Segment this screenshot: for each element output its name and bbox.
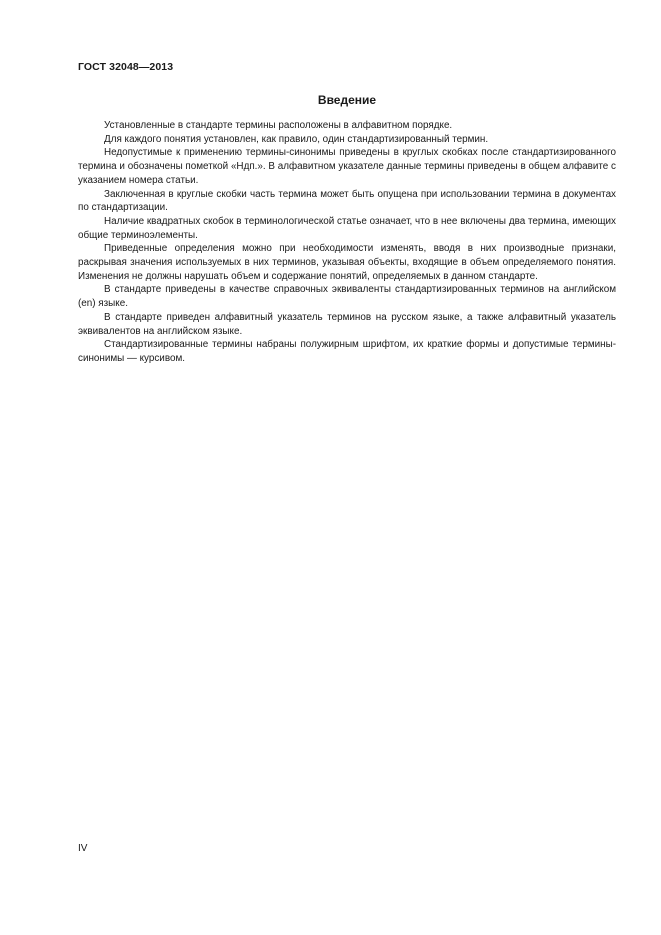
paragraph-definitions: Приведенные определения можно при необходимости изменять, вводя в них производные признаки, раскрывая значения используемых в них терминов, указывая объекты, входящие в объем определяемого понятия. Изменения не должны нарушать объем и содержание понятий, определяемых в данном стандарте. [78, 243, 616, 282]
introduction-body [78, 119, 616, 366]
paragraph-forbidden-synonyms: Недопустимые к применению термины-синонимы приведены в круглых скобках после стандартизированного термина и обозначены пометкой «Ндп.». В алфавитном указателе данные термины приведены в общем алфавите с указанием номера статьи. [78, 147, 616, 186]
page-number: IV [78, 843, 88, 854]
paragraph-typography: Стандартизированные термины набраны полужирным шрифтом, их краткие формы и допустимые термины-синонимы — курсивом. [78, 339, 616, 364]
paragraph-square-brackets: Наличие квадратных скобок в терминологической статье означает, что в нее включены два термина, имеющих общие терминоэлементы. [78, 215, 616, 241]
standard-identifier: ГОСТ 32048—2013 [78, 61, 174, 73]
paragraph-alphabetical-index: В стандарте приведен алфавитный указатель терминов на русском языке, а также алфавитный указатель эквивалентов на английском языке. [78, 311, 616, 337]
paragraph-alphabetical-order: Установленные в стандарте термины расположены в алфавитном порядке. [104, 120, 453, 131]
paragraph-parentheses: Заключенная в круглые скобки часть термина может быть опущена при использовании термина в документах по стандартизации. [78, 188, 616, 214]
paragraph-single-term: Для каждого понятия установлен, как правило, один стандартизированный термин. [104, 133, 489, 145]
paragraph-english-equivalents: В стандарте приведены в качестве справочных эквиваленты стандартизированных терминов на английском (en) языке. [78, 284, 616, 310]
section-title: Введение [317, 93, 377, 107]
